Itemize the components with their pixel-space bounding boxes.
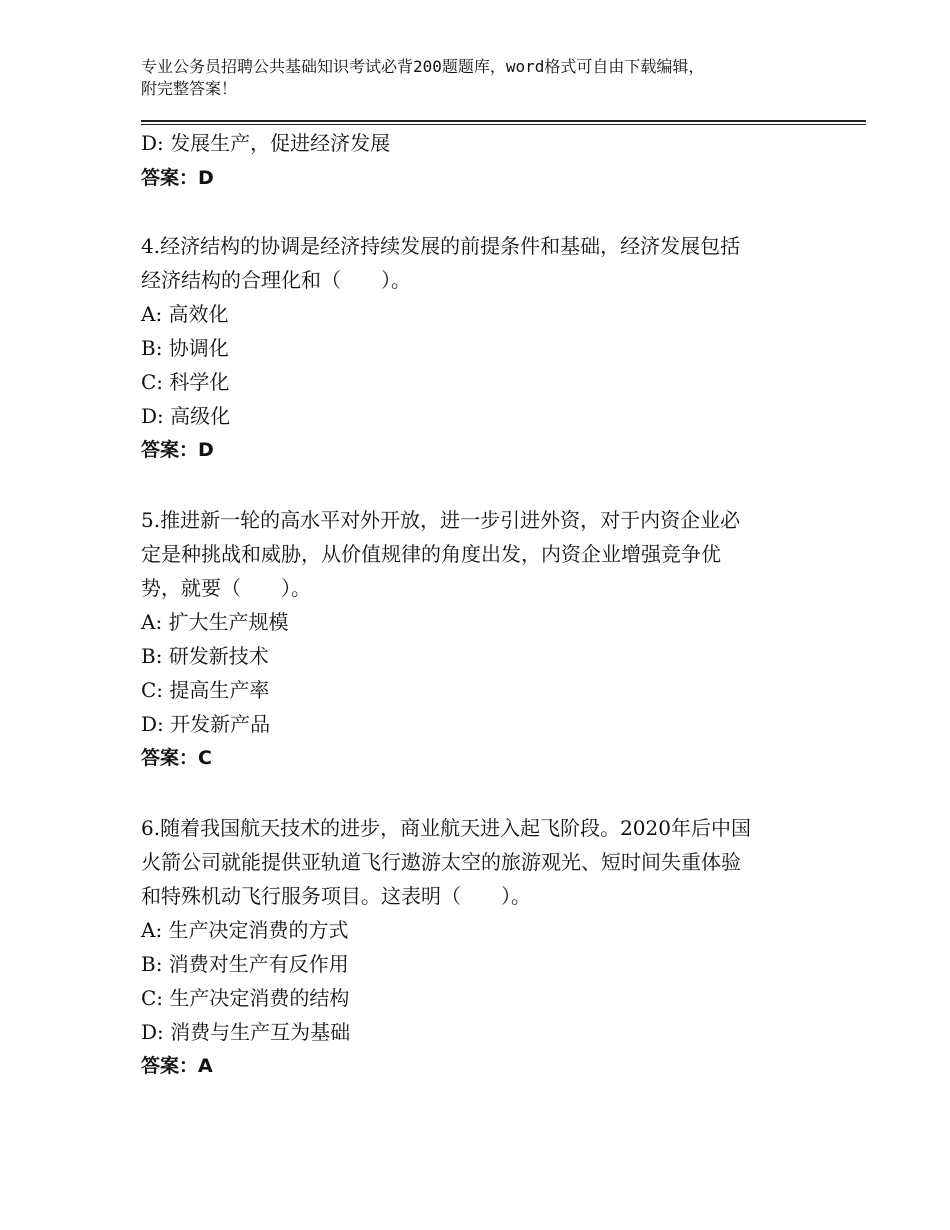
q5-option-d: D: 开发新产品 <box>141 712 271 736</box>
q6-stem-line-1: 6.随着我国航天技术的进步，商业航天进入起飞阶段。2020年后中国 <box>141 816 751 840</box>
document-header <box>141 56 841 100</box>
q4-option-a: A: 高效化 <box>141 302 229 326</box>
q6-stem-line-2: 火箭公司就能提供亚轨道飞行遨游太空的旅游观光、短时间失重体验 <box>141 850 741 874</box>
q4-stem-line-2: 经济结构的合理化和（ ）。 <box>141 268 411 292</box>
header-line-1: 专业公务员招聘公共基础知识考试必背200题题库，word格式可自由下载编辑， <box>141 57 705 76</box>
header-divider-thin <box>141 124 866 125</box>
q5-stem-line-3: 势，就要（ ）。 <box>141 576 311 600</box>
q5-option-b: B: 研发新技术 <box>141 644 269 668</box>
q4-option-c: C: 科学化 <box>141 370 230 394</box>
q5-option-c: C: 提高生产率 <box>141 678 270 702</box>
header-line-2: 附完整答案！ <box>141 79 238 98</box>
q6-answer: 答案：A <box>141 1055 213 1077</box>
q6-option-a: A: 生产决定消费的方式 <box>141 918 349 942</box>
q5-stem-line-2: 定是种挑战和威胁，从价值规律的角度出发，内资企业增强竞争优 <box>141 542 721 566</box>
q4-option-d: D: 高级化 <box>141 404 231 428</box>
q4-option-b: B: 协调化 <box>141 336 229 360</box>
q5-answer: 答案：C <box>141 747 212 769</box>
q5-option-a: A: 扩大生产规模 <box>141 610 289 634</box>
q5-stem-line-1: 5.推进新一轮的高水平对外开放，进一步引进外资，对于内资企业必 <box>141 508 741 532</box>
q6-stem-line-3: 和特殊机动飞行服务项目。这表明（ ）。 <box>141 884 531 908</box>
prev-option-d: D: 发展生产，促进经济发展 <box>141 131 391 155</box>
q6-option-b: B: 消费对生产有反作用 <box>141 952 349 976</box>
q4-answer: 答案：D <box>141 439 214 461</box>
q4-stem-line-1: 4.经济结构的协调是经济持续发展的前提条件和基础，经济发展包括 <box>141 234 741 258</box>
q6-option-c: C: 生产决定消费的结构 <box>141 986 350 1010</box>
q6-option-d: D: 消费与生产互为基础 <box>141 1020 351 1044</box>
header-divider-thick <box>141 120 866 122</box>
prev-answer: 答案：D <box>141 167 214 189</box>
